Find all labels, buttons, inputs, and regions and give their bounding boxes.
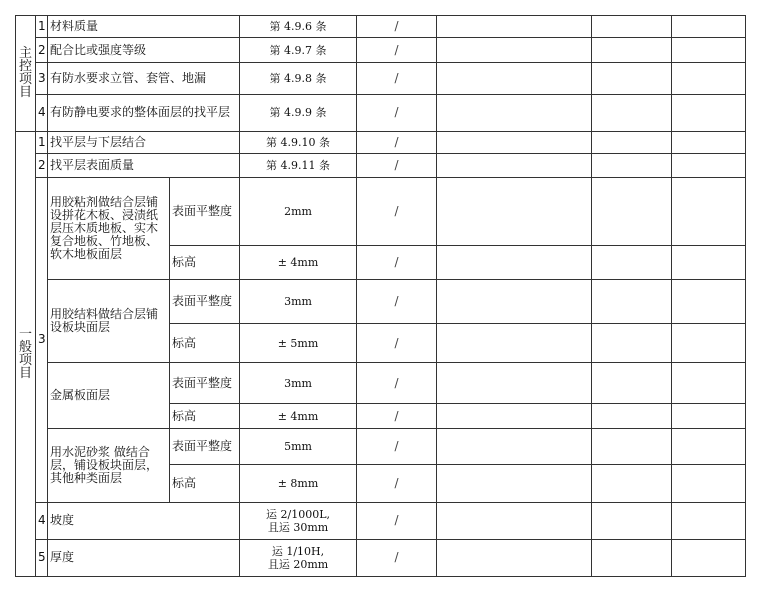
sub-item-label: 表面平整度 [170,279,240,324]
clause-ref: 第 4.9.10 条 [240,131,357,153]
table-row [16,62,746,94]
clause-ref: 第 4.9.8 条 [240,62,357,94]
table-row [16,502,746,539]
blank-cell [672,539,746,576]
blank-cell [437,363,592,403]
blank-cell [437,429,592,465]
subgroup-name: 用水泥砂浆 做结合层，铺设板块面层，其他种类面层 [48,429,170,502]
blank-cell [437,38,592,62]
check-result: / [357,324,437,363]
table-row [16,154,746,177]
table-row [16,363,746,403]
blank-cell [592,324,672,363]
check-result: / [357,177,437,245]
check-result: / [357,403,437,429]
item-name: 配合比或强度等级 [48,38,240,62]
blank-cell [672,429,746,465]
sub-item-label: 表面平整度 [170,429,240,465]
blank-cell [437,16,592,38]
item-name: 材料质量 [48,16,240,38]
table-row [16,539,746,576]
blank-cell [672,324,746,363]
check-result: / [357,539,437,576]
tolerance-value: 2mm [240,177,357,245]
subgroup-name: 用胶粘剂做结合层铺设拼花木板、浸渍纸层压木质地板、实木复合地板、竹地板、软木地板面层 [48,177,170,279]
table-row [16,16,746,38]
item-number: 5 [36,539,48,576]
blank-cell [437,279,592,324]
item-number: 4 [36,502,48,539]
blank-cell [592,16,672,38]
check-result: / [357,62,437,94]
tolerance-value: 3mm [240,279,357,324]
check-result: / [357,245,437,279]
item-number: 3 [36,62,48,94]
item-name: 有防静电要求的整体面层的找平层 [48,94,240,131]
inspection-table [15,15,746,577]
table-row [16,279,746,324]
table-row [16,38,746,62]
blank-cell [592,131,672,153]
blank-cell [437,131,592,153]
tolerance-value: 3mm [240,363,357,403]
tolerance-value: 运 2/1000L, 且运 30mm [240,502,357,539]
blank-cell [437,502,592,539]
blank-cell [437,177,592,245]
sub-item-label: 表面平整度 [170,177,240,245]
blank-cell [437,324,592,363]
sub-item-label: 标高 [170,465,240,502]
table-row [16,429,746,465]
blank-cell [592,465,672,502]
check-result: / [357,131,437,153]
blank-cell [672,502,746,539]
blank-cell [592,539,672,576]
check-result: / [357,465,437,502]
check-result: / [357,429,437,465]
blank-cell [437,245,592,279]
tolerance-value: ± 4mm [240,403,357,429]
group-label-main: 主 控 项 目 [16,16,36,132]
sub-item-label: 表面平整度 [170,363,240,403]
blank-cell [672,465,746,502]
blank-cell [672,62,746,94]
blank-cell [672,245,746,279]
blank-cell [672,154,746,177]
blank-cell [437,62,592,94]
sub-item-label: 标高 [170,324,240,363]
subgroup-name: 用胶结料做结合层铺设板块面层 [48,279,170,363]
tolerance-value: ± 5mm [240,324,357,363]
blank-cell [437,154,592,177]
blank-cell [592,363,672,403]
item-number: 1 [36,16,48,38]
item-number: 2 [36,154,48,177]
blank-cell [672,403,746,429]
check-result: / [357,16,437,38]
item-number: 4 [36,94,48,131]
clause-ref: 第 4.9.11 条 [240,154,357,177]
clause-ref: 第 4.9.7 条 [240,38,357,62]
sub-item-label: 标高 [170,403,240,429]
blank-cell [592,154,672,177]
tolerance-value: ± 8mm [240,465,357,502]
check-result: / [357,94,437,131]
item-name: 坡度 [48,502,240,539]
sub-item-label: 标高 [170,245,240,279]
item-name: 找平层表面质量 [48,154,240,177]
item-number: 3 [36,177,48,502]
blank-cell [592,245,672,279]
blank-cell [592,94,672,131]
blank-cell [672,38,746,62]
blank-cell [437,94,592,131]
blank-cell [672,16,746,38]
clause-ref: 第 4.9.6 条 [240,16,357,38]
check-result: / [357,363,437,403]
blank-cell [592,429,672,465]
item-number: 1 [36,131,48,153]
blank-cell [592,502,672,539]
table-row [16,94,746,131]
blank-cell [437,403,592,429]
clause-ref: 第 4.9.9 条 [240,94,357,131]
blank-cell [437,539,592,576]
group-label-general: 一 般 项 目 [16,131,36,576]
blank-cell [672,177,746,245]
blank-cell [592,403,672,429]
check-result: / [357,154,437,177]
table-row [16,177,746,245]
item-name: 有防水要求立管、套管、地漏 [48,62,240,94]
blank-cell [672,279,746,324]
item-number: 2 [36,38,48,62]
blank-cell [592,62,672,94]
blank-cell [672,94,746,131]
tolerance-value: 5mm [240,429,357,465]
blank-cell [592,177,672,245]
subgroup-name: 金属板面层 [48,363,170,429]
tolerance-value: ± 4mm [240,245,357,279]
item-name: 找平层与下层结合 [48,131,240,153]
blank-cell [672,363,746,403]
blank-cell [592,279,672,324]
blank-cell [672,131,746,153]
tolerance-value: 运 1/10H, 且运 20mm [240,539,357,576]
check-result: / [357,279,437,324]
blank-cell [437,465,592,502]
table-row [16,131,746,153]
blank-cell [592,38,672,62]
check-result: / [357,502,437,539]
item-name: 厚度 [48,539,240,576]
check-result: / [357,38,437,62]
